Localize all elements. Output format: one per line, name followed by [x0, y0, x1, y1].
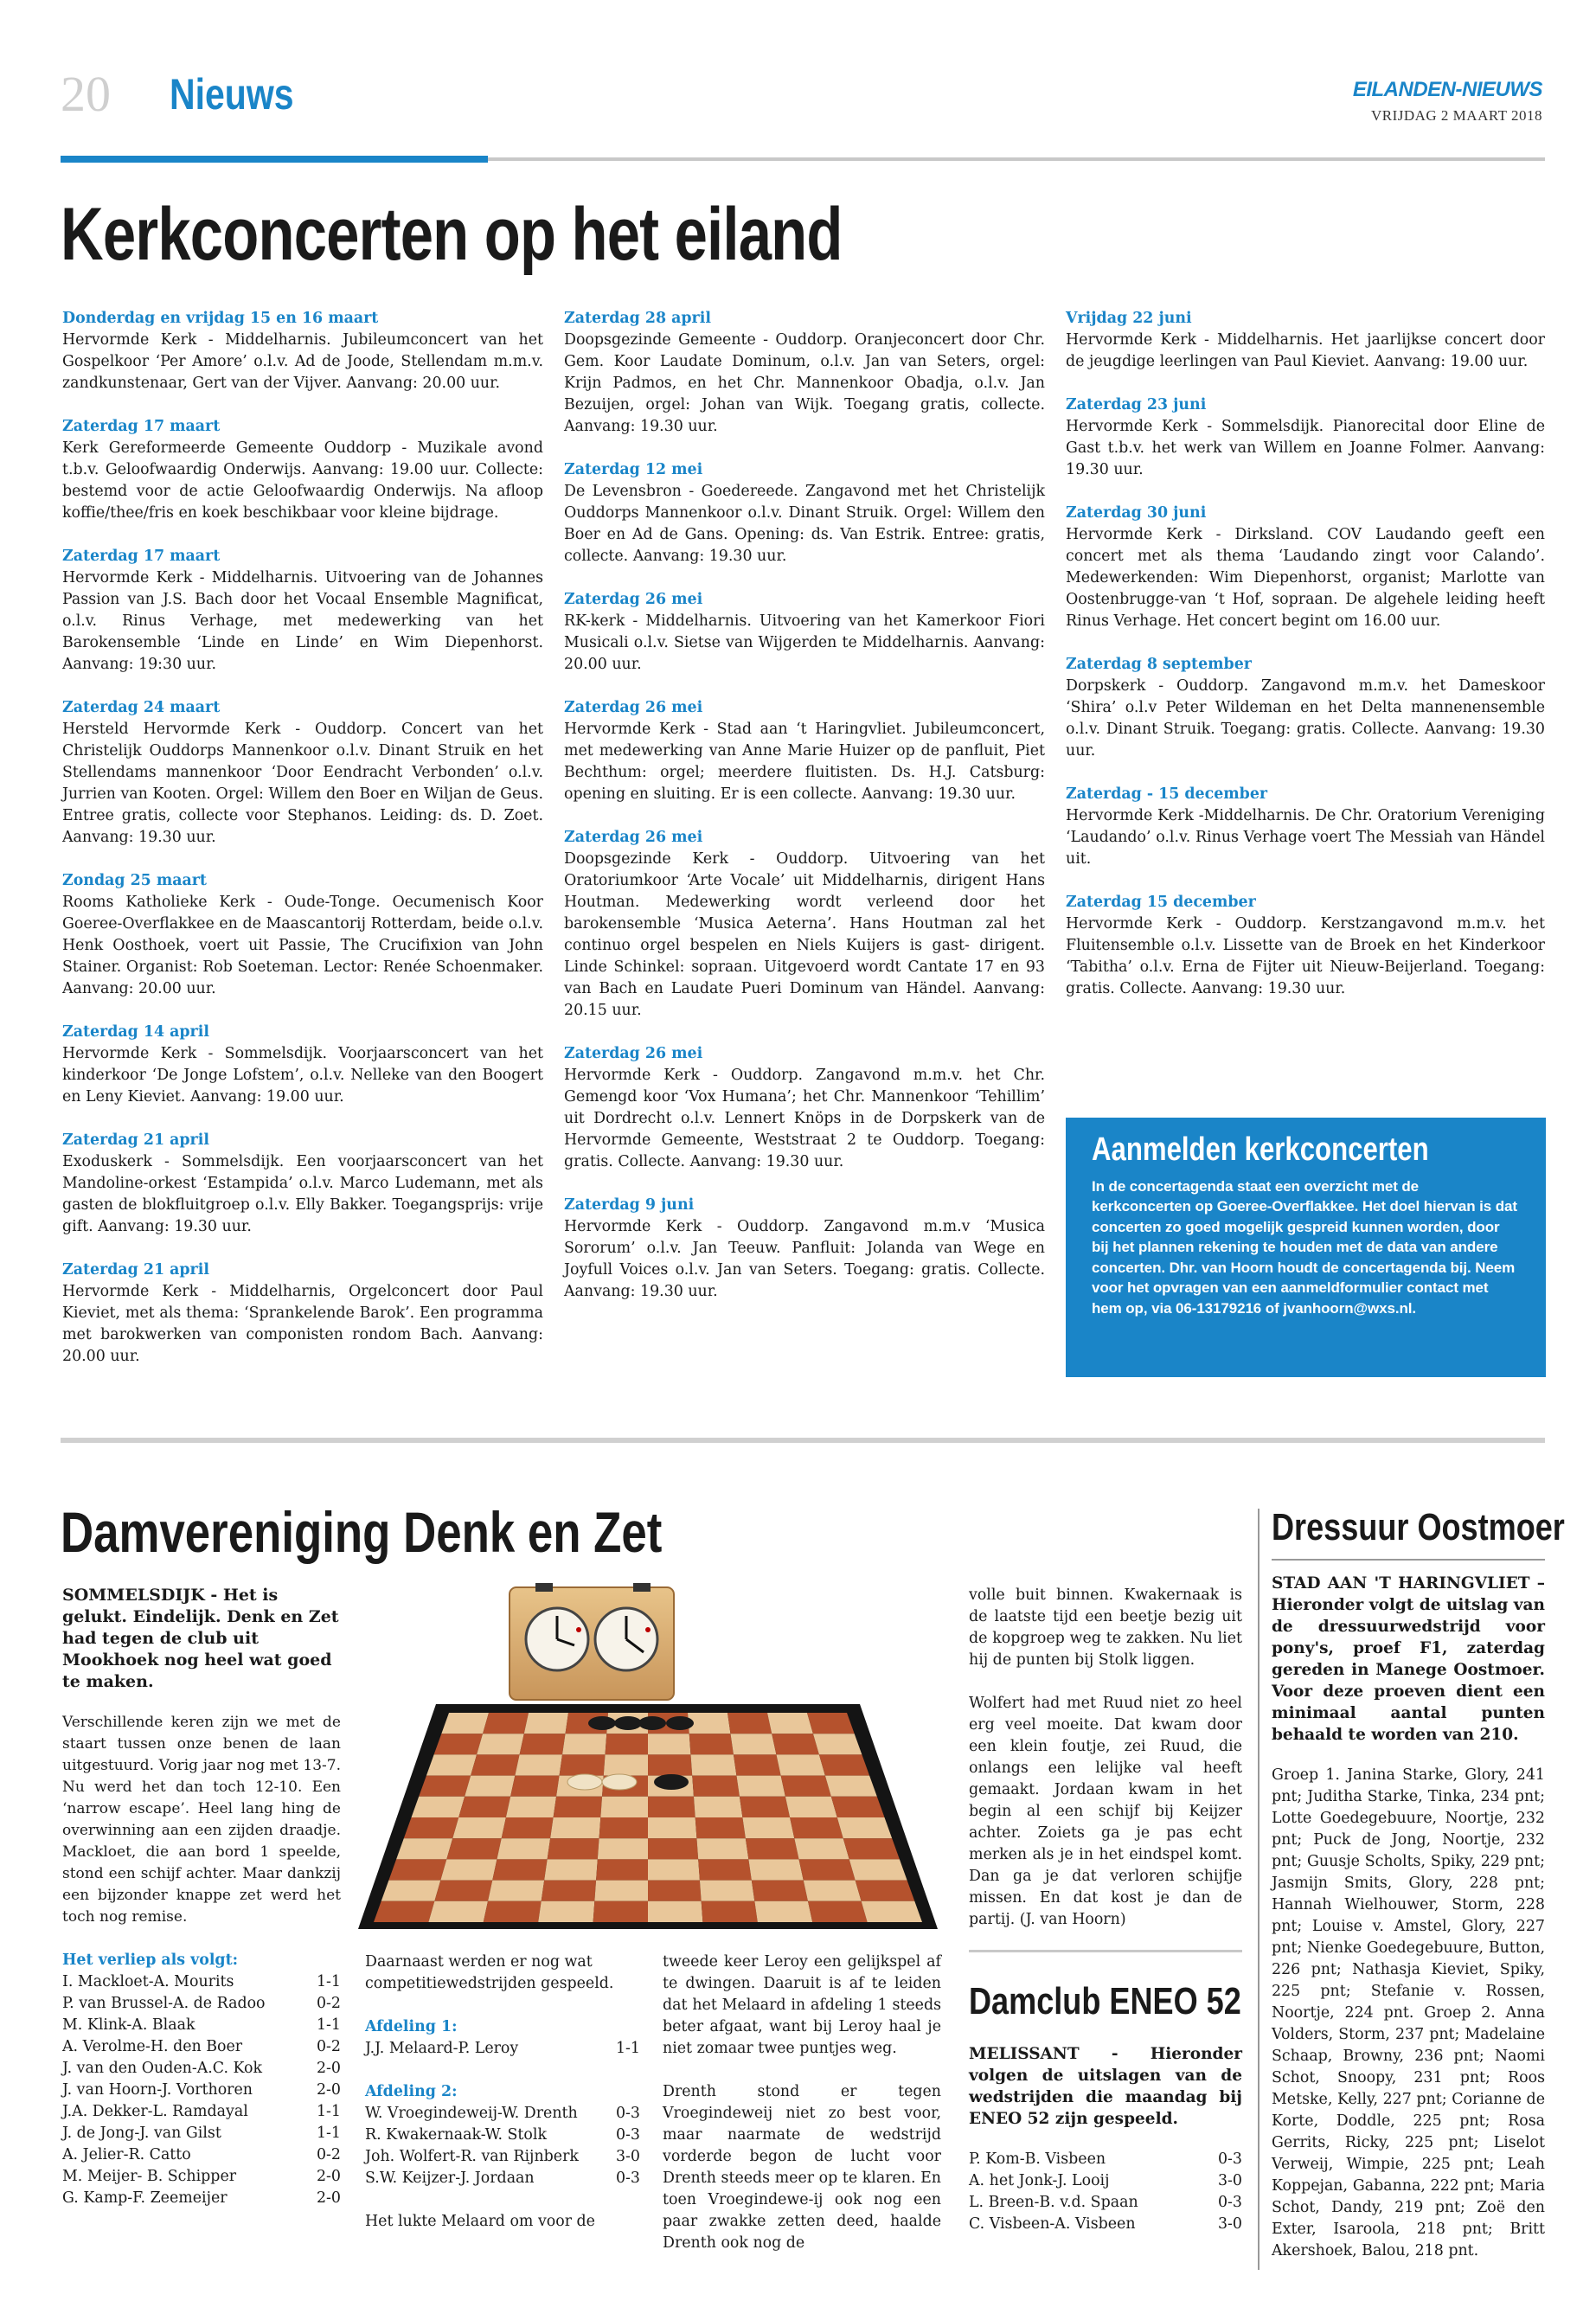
match-players: C. Visbeen-A. Visbeen	[969, 2215, 1136, 2233]
board-square	[727, 1713, 772, 1734]
board-square	[548, 1838, 599, 1859]
concert-entry	[1066, 654, 1545, 762]
board-square	[734, 1754, 781, 1775]
board-square	[692, 1776, 740, 1797]
match-score: 1-1	[316, 2103, 341, 2120]
board-square	[648, 1859, 700, 1880]
board-square	[804, 1881, 862, 1901]
board-square	[767, 1713, 813, 1734]
result-row	[62, 1971, 341, 1993]
board-square	[426, 1754, 477, 1775]
match-players: J. van Hoorn-J. Vorthoren	[62, 2081, 253, 2099]
board-square	[696, 1838, 748, 1859]
board-square	[554, 1797, 602, 1817]
board-square	[381, 1881, 441, 1901]
board-square	[428, 1901, 488, 1922]
concert-entry	[62, 697, 543, 849]
dam-paragraph-3a: tweede keer Leroy een gelijkspel af te dwingen. Daaruit is af te leiden dat het Melaard in afdeling 1 steeds beter afgaat, want bij Leroy haal je niet zomaar twee puntjes weg.	[663, 1953, 941, 2057]
concert-date: Zaterdag 21 april	[62, 1131, 209, 1149]
board-square	[492, 1859, 547, 1880]
concert-date: Zaterdag 17 maart	[62, 418, 221, 435]
board-square	[740, 1797, 790, 1817]
board-square	[538, 1901, 594, 1922]
concert-description: Hervormde Kerk - Ouddorp. Zangavond m.m.v. het Chr. Gemengd koor ‘Vox Humana’; het Chr. Mannenkoor ‘Tehillim’ uit Dordrecht o.l.v. Lennert Knöps in de Dorpskerk van de Hervormde Gemeente, Weststraat 2 te Ouddorp. Toegang: gratis. Collecte. Aanvang: 19.30 uur.	[564, 1067, 1045, 1170]
board-square	[799, 1859, 856, 1880]
concert-description: Kerk Gereformeerde Gemeente Ouddorp - Muzikale avond t.b.v. Geloofwaardig Onderwijs. Aanvang: 19.00 uur. Collecte: bestemd voor de actie Geloofwaardig Onderwijs. Na afloop koffie/thee/fris en koek beschikbaar voor kleine bijdrage.	[62, 439, 543, 522]
board-square	[544, 1859, 598, 1880]
concert-description: Hervormde Kerk - Dirksland. COV Laudando geeft een concert met als thema ‘Laudando zingt voor Calando’. Medewerkenden: Wim Diepenhorst, organist; Marlotte van Oostenbrugge-van ‘t Hof, sopraan. De algehele leiding heeft Rinus Verhage. Het concert begint om 16.00 uur.	[1066, 526, 1545, 630]
board-squares	[374, 1713, 922, 1922]
concert-date: Zaterdag 26 mei	[564, 591, 703, 608]
concert-description: Hervormde Kerk - Middelharnis, Orgelconcert door Paul Kieviet, met als thema: ‘Sprankelende Barok’. Een programma met barokwerken van componisten rondom Bach. Aanvang: 20.00 uur.	[62, 1283, 543, 1365]
concert-entry	[564, 1043, 1045, 1173]
match-players: A. Jelier-R. Catto	[62, 2146, 191, 2163]
concert-date: Vrijdag 22 juni	[1066, 310, 1192, 327]
board-square	[419, 1776, 471, 1797]
match-score: 1-1	[316, 1973, 341, 1990]
match-players: R. Kwakernaak-W. Stolk	[365, 2126, 547, 2144]
board-square	[748, 1859, 803, 1880]
board-square	[465, 1776, 515, 1797]
concert-entry	[564, 697, 1045, 805]
result-row	[62, 2080, 341, 2101]
concert-description: Hervormde Kerk -Middelharnis. De Chr. Oratorium Vereniging ‘Laudando’ o.l.v. Rinus Verhage voert The Messiah van Händel uit.	[1066, 807, 1545, 868]
concert-entry	[1066, 784, 1545, 870]
result-row	[365, 2168, 640, 2189]
dressuur-results: Groep 1. Janina Starke, Glory, 241 pnt; Juditha Starke, Tinka, 234 pnt; Lotte Goedegebuure, Noortje, 232 pnt; Puck de Jong, Noortje, 232 pnt; Guusje Scholts, Spiky, 229 pnt; Jasmijn Smits, Glory, 228 pnt; Hannah Wielhouwer, Storm, 228 pnt; Louise v. Amstel, Glory, 227 pnt; Nienke Goedegebuure, Button, 226 pnt; Nathasja Kieviet, Spiky, 225 pnt; Stefanie v. Rossen, Noortje, 224 pnt. Groep 2. Anna Volders, Storm, 237 pnt; Madelaine Schaap, Browny, 236 pnt; Naomi Schot, Snoopy, 231 pnt; Roos Metske, Kelly, 227 pnt; Corianne de Korte, Doddle, 225 pnt; Rosa Gerrits, Ricky, 225 pnt; Liselot Verweij, Wimpie, 225 pnt; Leah Koppejan, Gabanna, 222 pnt; Maria Schot, Dandy, 219 pnt; Zoë den Exter, Isaroola, 218 pnt; Britt Akershoek, Balou, 218 pnt.	[1272, 1766, 1545, 2259]
match-players: J. de Jong-J. van Gilst	[62, 2125, 221, 2142]
match-score: 3-0	[1217, 2172, 1242, 2189]
concert-column-3	[1066, 308, 1545, 1022]
result-row	[62, 2123, 341, 2144]
board-square	[648, 1754, 692, 1775]
concert-entry	[1066, 308, 1545, 373]
afdeling-1-heading: Afdeling 1:	[365, 2018, 458, 2035]
board-square	[790, 1817, 843, 1838]
board-square	[404, 1817, 458, 1838]
board-square	[388, 1859, 446, 1880]
board-square	[794, 1838, 849, 1859]
concert-date: Zondag 25 maart	[62, 872, 207, 889]
info-box	[1066, 1118, 1546, 1377]
board-square	[862, 1901, 922, 1922]
board-square	[396, 1838, 452, 1859]
board-square	[694, 1797, 742, 1817]
concert-date: Zaterdag 23 juni	[1066, 396, 1207, 413]
board-square	[471, 1754, 519, 1775]
match-score: 2-0	[316, 2060, 341, 2077]
concert-entry	[564, 459, 1045, 567]
concert-description: Hervormde Kerk - Ouddorp. Kerstzangavond m.m.v. het Fluitensemble o.l.v. Lissette van de Broek en het Kinderkoor ‘Tabitha’ o.l.v. Erna de Fijter uit Nieuw-Beijerland. Toegang: gratis. Collecte. Aanvang: 19.30 uur.	[1066, 915, 1545, 997]
match-players: P. Kom-B. Visbeen	[969, 2150, 1106, 2168]
concert-date: Zaterdag - 15 december	[1066, 785, 1268, 803]
concert-description: Rooms Katholieke Kerk - Oude-Tonge. Oecumenisch Koor Goeree-Overflakkee en de Maascantorij Rotterdam, beide o.l.v. Henk Oosthoek, voert uit Passie, The Crucifixion van John Stainer. Organist: Rob Soeteman. Lector: Renée Schoenmaker. Aanvang: 20.00 uur.	[62, 894, 543, 997]
concert-entry	[564, 308, 1045, 438]
concert-description: De Levensbron - Goedereede. Zangavond met het Christelijk Ouddorps Mannenkoor o.l.v. Dinant Struik. Orgel: Willem den Boer en Ad de Gans. Opening: ds. Van Estrik. Entree: gratis, collecte. Aanvang: 19.30 uur.	[564, 483, 1045, 565]
board-square	[849, 1859, 907, 1880]
match-players: M. Klink-A. Blaak	[62, 2016, 195, 2034]
match-players: I. Mackloet-A. Mourits	[62, 1973, 234, 1990]
concert-date: Zaterdag 26 mei	[564, 699, 703, 716]
board-square	[600, 1797, 648, 1817]
concert-description: Doopsgezinde Gemeente - Ouddorp. Oranjeconcert door Chr. Gem. Koor Laudate Dominum, o.l.v. Jan van Seters, orgel: Krijn Padmos, en het Chr. Mannenkoor Obadja, o.l.v. Jan Bezuijen, orgel: Johan van Wijk. Toegang gratis, collecte. Aanvang: 19.30 uur.	[564, 331, 1045, 435]
result-row	[365, 2038, 640, 2060]
concert-date: Zaterdag 12 mei	[564, 461, 703, 478]
board-square	[599, 1817, 648, 1838]
dam-column-2	[365, 1952, 640, 2233]
result-row	[62, 1993, 341, 2015]
match-score: 3-0	[1217, 2215, 1242, 2233]
results-heading: Het verliep als volgt:	[62, 1952, 239, 1969]
result-row	[62, 2058, 341, 2080]
result-row	[62, 2101, 341, 2123]
concert-entry	[62, 1022, 543, 1108]
match-score: 2-0	[316, 2168, 341, 2185]
board-square	[819, 1754, 869, 1775]
dam-column-4	[969, 1585, 1242, 1931]
concert-date: Zaterdag 17 maart	[62, 548, 221, 565]
match-score: 0-3	[1217, 2150, 1242, 2168]
board-square	[520, 1734, 566, 1754]
board-square	[700, 1881, 754, 1901]
board-square	[434, 1881, 492, 1901]
result-row	[365, 2125, 640, 2146]
board-square	[497, 1838, 550, 1859]
result-row	[969, 2192, 1242, 2214]
header-rule-grey	[488, 157, 1545, 161]
board-square	[746, 1838, 799, 1859]
board-square	[690, 1754, 736, 1775]
dressuur-lead: STAD AAN 'T HARINGVLIET – Hieronder volgt de uitslag van de dressuurwedstrijd voor pony's, proef F1, zaterdag gereden in Manege Oostmoer. Voor deze proeven dient een minimaal aantal punten behaald te worden van 210.	[1272, 1574, 1545, 1744]
board-square	[524, 1713, 568, 1734]
concert-column-1	[62, 308, 543, 1389]
board-square	[648, 1901, 702, 1922]
board-square	[477, 1734, 524, 1754]
match-score: 0-3	[615, 2126, 640, 2144]
result-row	[62, 2188, 341, 2209]
board-square	[776, 1754, 824, 1775]
concert-date: Zaterdag 21 april	[62, 1261, 209, 1279]
page-number: 20	[61, 66, 111, 122]
concert-entry	[62, 308, 543, 394]
concert-entry	[564, 1195, 1045, 1303]
eneo-article	[969, 2043, 1242, 2235]
concert-entry	[564, 589, 1045, 676]
board-square	[781, 1776, 831, 1797]
section-title: Nieuws	[170, 70, 294, 119]
board-square	[483, 1713, 529, 1734]
board-square	[742, 1817, 794, 1838]
board-square	[510, 1776, 559, 1797]
match-score: 1-1	[316, 2016, 341, 2034]
board-square	[688, 1713, 730, 1734]
concert-entry	[62, 1259, 543, 1368]
board-square	[562, 1734, 606, 1754]
board-square	[702, 1901, 758, 1922]
board-square	[374, 1901, 434, 1922]
board-square	[648, 1838, 698, 1859]
dam-column-1	[62, 1585, 341, 2209]
concert-date: Zaterdag 26 mei	[564, 1045, 703, 1062]
board-square	[604, 1754, 648, 1775]
board-square	[515, 1754, 562, 1775]
match-players: W. Vroegindeweij-W. Drenth	[365, 2105, 578, 2122]
concert-date: Zaterdag 26 mei	[564, 829, 703, 846]
board-square	[754, 1901, 812, 1922]
board-square	[752, 1881, 808, 1901]
concert-entry	[62, 546, 543, 676]
match-players: J.J. Melaard-P. Leroy	[365, 2040, 519, 2057]
concert-entry	[62, 1130, 543, 1238]
match-players: J. van den Ouden-A.C. Kok	[62, 2060, 263, 2077]
board-square	[412, 1797, 465, 1817]
concert-date: Zaterdag 30 juni	[1066, 504, 1207, 522]
board-square	[542, 1881, 596, 1901]
info-box-title: Aanmelden kerkconcerten	[1092, 1131, 1429, 1168]
info-box-text: In de concertagenda staat een overzicht met de kerkconcerten op Goeree-Overflakkee. Het doel hiervan is dat concerten zo goed mogelijk gespreid kunnen worden, door bij het plannen rekening te houden met de data van andere concerten. Dhr. van Hoorn houdt de concertagenda bij. Neem voor het opvragen van een aanmeldformulier contact met hem op, via 06-13179216 of jvanhoorn@wxs.nl.	[1092, 1177, 1517, 1317]
concert-description: Hervormde Kerk - Middelharnis. Uitvoering van de Johannes Passion van J.S. Bach door het Vocaal Ensemble Magnificat, o.l.v. Rinus Verhage, met medewerking van het Barokensemble ‘Linde en Linde’ en Wim Diepenhorst. Aanvang: 19:30 uur.	[62, 569, 543, 673]
dam-column-3	[663, 1952, 941, 2254]
concert-entry	[62, 870, 543, 1000]
match-score: 3-0	[615, 2148, 640, 2165]
dam-paragraph: Verschillende keren zijn we met de staart tussen onze benen de laan uitgestuurd. Vorig jaar nog met 13-7. Nu werd het dan toch 12-10. Een ‘narrow escape’. Heel lang hing de overwinning aan een zijden draadje. Mackloet, die aan bord 1 speelde, stond een schijf achter. Maar dankzij een bijzonder knappe zet werd het toch nog remise.	[62, 1714, 341, 1926]
match-players: S.W. Keijzer-J. Jordaan	[365, 2170, 535, 2187]
result-row	[62, 2015, 341, 2036]
results-table	[62, 1971, 341, 2209]
match-score: 0-3	[615, 2105, 640, 2122]
board-square	[843, 1838, 900, 1859]
board-square	[458, 1797, 510, 1817]
result-row	[969, 2214, 1242, 2235]
article-headline: Kerkconcerten op het eiland	[61, 193, 843, 276]
board-square	[825, 1776, 877, 1797]
dam-lead: SOMMELSDIJK - Het is gelukt. Eindelijk. Denk en Zet had tegen de club uit Mookhoek nog heel wat goed te maken.	[62, 1586, 339, 1691]
board-square	[808, 1901, 868, 1922]
eneo-headline: Damclub ENEO 52	[969, 1980, 1241, 2022]
board-square	[594, 1881, 648, 1901]
dressuur-rule	[1272, 1559, 1545, 1561]
board-square	[730, 1734, 776, 1754]
concert-entry	[1066, 892, 1545, 1000]
concert-description: Hervormde Kerk - Sommelsdijk. Pianorecital door Eline de Gast t.b.v. het werk van Willem en Joanne Folmer. Aanvang: 19.30 uur.	[1066, 418, 1545, 478]
match-score: 0-3	[1217, 2194, 1242, 2211]
board-square	[856, 1881, 915, 1901]
eneo-results-table	[969, 2149, 1242, 2235]
concert-description: RK-kerk - Middelharnis. Uitvoering van het Kamerkoor Fiori Musicali o.l.v. Sietse van Wijgerden te Middelharnis. Aanvang: 20.00 uur.	[564, 612, 1045, 673]
match-score: 2-0	[316, 2189, 341, 2207]
match-players: P. van Brussel-A. de Radoo	[62, 1995, 266, 2012]
concert-date: Zaterdag 8 september	[1066, 656, 1252, 673]
match-players: A. het Jonk-J. Looij	[969, 2172, 1110, 2189]
concert-date: Donderdag en vrijdag 15 en 16 maart	[62, 310, 379, 327]
result-row	[62, 2144, 341, 2166]
match-score: 1-1	[615, 2040, 640, 2057]
board-square	[452, 1817, 506, 1838]
concert-entry	[62, 416, 543, 524]
dam-paragraph-4a: volle buit binnen. Kwakernaak is de laatste tijd een beetje bezig uit de kopgroep weg te zakken. Nu liet hij de punten bij Stolk liggen.	[969, 1586, 1242, 1669]
concert-column-2	[564, 308, 1045, 1324]
board-square	[807, 1713, 855, 1734]
board-square	[736, 1776, 785, 1797]
draughts-board-photo	[358, 1583, 938, 1929]
match-score: 0-2	[316, 2146, 341, 2163]
column-rule	[1258, 1509, 1259, 2270]
result-row	[365, 2146, 640, 2168]
concert-description: Hervormde Kerk - Middelharnis. Jubileumconcert van het Gospelkoor ‘Per Amore’ o.l.v. Ad de Joode, Stellendam m.m.v. zandkunstenaar, Gert van der Vijver. Aanvang: 20.00 uur.	[62, 331, 543, 392]
dam-headline: Damvereniging Denk en Zet	[61, 1500, 663, 1564]
concert-entry	[1066, 394, 1545, 481]
concert-description: Dorpskerk - Ouddorp. Zangavond m.m.v. het Dameskoor ‘Shira’ o.l.v Peter Wildeman en het Delta mannenensemble o.l.v. Dinant Struik. Toegang: gratis. Collecte. Aanvang: 19.30 uur.	[1066, 677, 1545, 760]
match-players: Joh. Wolfert-R. van Rijnberk	[365, 2148, 579, 2165]
concert-description: Hervormde Kerk - Sommelsdijk. Voorjaarsconcert van het kinderkoor ‘De Jonge Lofstem’, o.l.v. Nelleke van den Boogert en Leny Kieviet. Aanvang: 19.00 uur.	[62, 1045, 543, 1106]
eneo-lead: MELISSANT - Hieronder volgen de uitslagen van de wedstrijden die maandag bij ENEO 52 zijn gespeeld.	[969, 2045, 1242, 2128]
result-row	[62, 2036, 341, 2058]
chess-clock	[510, 1583, 674, 1700]
concert-date: Zaterdag 24 maart	[62, 699, 221, 716]
dam-paragraph-4b: Wolfert had met Ruud niet zo heel erg veel moeite. Dat kwam door een klein foutje, zei Ruud, die onlangs een lelijke val heeft gemaakt. Jordaan kwam in het begin al een schijf bij Keijzer achter. Zoiets ga je pas echt merken als je in het eindspel komt. Dan ga je dat verloren schijfje missen. En dat kost je dan de partij. (J. van Hoorn)	[969, 1695, 1242, 1928]
board-square	[648, 1734, 690, 1754]
board-square	[648, 1797, 695, 1817]
board-square	[560, 1754, 606, 1775]
match-players: L. Breen-B. v.d. Spaan	[969, 2194, 1138, 2211]
match-score: 0-2	[316, 2038, 341, 2055]
concert-entry	[1066, 503, 1545, 632]
match-players: A. Verolme-H. den Boer	[62, 2038, 243, 2055]
board-square	[598, 1838, 648, 1859]
result-row	[365, 2103, 640, 2125]
board-square	[488, 1881, 544, 1901]
concert-description: Hervormde Kerk - Stad aan ‘t Haringvliet. Jubileumconcert, met medewerking van Anne Marie Huizer op de panfluit, Piet Bechthum: orgel; meerdere fluitisten. Ds. H.J. Catsburg: opening en sluiting. Er is een collecte. Aanvang: 19.30 uur.	[564, 721, 1045, 803]
board-square	[446, 1838, 501, 1859]
concert-date: Zaterdag 28 april	[564, 310, 711, 327]
board-square	[785, 1797, 837, 1817]
board-square	[698, 1859, 752, 1880]
match-players: J.A. Dekker-L. Ramdayal	[62, 2103, 248, 2120]
section-divider	[61, 1438, 1545, 1443]
masthead-logo: EILANDEN-NIEUWS	[1352, 78, 1542, 101]
board-square	[689, 1734, 734, 1754]
dressuur-headline: Dressuur Oostmoer	[1272, 1506, 1565, 1548]
match-score: 0-2	[316, 1995, 341, 2012]
board-square	[440, 1859, 497, 1880]
board-square	[502, 1817, 554, 1838]
board-square	[648, 1817, 696, 1838]
dam-competition-intro: Daarnaast werden er nog wat competitiewedstrijden gespeeld.	[365, 1953, 614, 1992]
board-square	[648, 1881, 702, 1901]
board-square	[593, 1901, 648, 1922]
eneo-divider	[969, 1950, 1242, 1952]
dressuur-article	[1272, 1573, 1545, 2262]
issue-date: VRIJDAG 2 MAART 2018	[1370, 107, 1542, 124]
concert-date: Zaterdag 9 juni	[564, 1196, 695, 1214]
concert-description: Hervormde Kerk - Middelharnis. Het jaarlijkse concert door de jeugdige leerlingen van Paul Kieviet. Aanvang: 19.00 uur.	[1066, 331, 1545, 370]
afdeling-2-table	[365, 2103, 640, 2189]
match-score: 0-3	[615, 2170, 640, 2187]
dam-paragraph-end: Het lukte Melaard om voor de	[365, 2213, 595, 2230]
board-square	[837, 1817, 892, 1838]
match-score: 1-1	[316, 2125, 341, 2142]
board-square	[695, 1817, 746, 1838]
board-square	[606, 1734, 648, 1754]
header-rule-blue	[61, 156, 488, 163]
board-square	[596, 1859, 648, 1880]
concert-description: Hervormde Kerk - Ouddorp. Zangavond m.m.v ‘Musica Sororum’ o.l.v. Jan Teeuw. Panfluit: Jolanda van Wege en Joyfull Voices o.l.v. Jan van Seters. Toegang: gratis. Collecte. Aanvang: 19.30 uur.	[564, 1218, 1045, 1300]
board-square	[506, 1797, 556, 1817]
match-players: G. Kamp-F. Zeemeijer	[62, 2189, 228, 2207]
concert-date: Zaterdag 14 april	[62, 1023, 209, 1041]
concert-description: Hersteld Hervormde Kerk - Ouddorp. Concert van het Christelijk Ouddorps Mannenkoor o.l.v. Dinant Struik en het Stellendams mannenkoor ‘Door Eendracht Verbonden’ o.l.v. Jurrien van Kooten. Orgel: Willem den Boer en Wiljan de Geus. Entree gratis, collecte voor Stephanos. Leiding: ds. D. Zoet. Aanvang: 19.30 uur.	[62, 721, 543, 846]
result-row	[969, 2149, 1242, 2170]
board-square	[550, 1817, 600, 1838]
concert-date: Zaterdag 15 december	[1066, 894, 1256, 911]
afdeling-2-heading: Afdeling 2:	[365, 2083, 458, 2100]
board-square	[813, 1734, 862, 1754]
board-square	[772, 1734, 819, 1754]
match-score: 2-0	[316, 2081, 341, 2099]
board-square	[434, 1734, 483, 1754]
dam-paragraph-3b: Drenth stond er tegen Vroegindeweij niet zo best voor, maar naarmate de wedstrijd vorderde begon de lucht voor Drenth steeds meer op te klaren. En toen Vroegindewe-ij ook nog een paar zwakke zetten deed, haalde Drenth ook nog de	[663, 2083, 941, 2252]
concert-entry	[564, 827, 1045, 1022]
board-square	[441, 1713, 489, 1734]
match-players: M. Meijer- B. Schipper	[62, 2168, 237, 2185]
result-row	[62, 2166, 341, 2188]
board-square	[831, 1797, 885, 1817]
concert-description: Doopsgezinde Kerk - Ouddorp. Uitvoering van het Oratoriumkoor ‘Arte Vocale’ uit Middelharnis, dirigent Hans Houtman. Medewerking wordt verleend door het barokensemble ‘Musica Aeterna’. Hans Houtman zal het continuo orgel bespelen en Niels Kuijers is gast- dirigent. Linde Schinkel: sopraan. Uitgevoerd wordt Cantate 17 en 93 van Bach en Laudate Pueri Dominum van Händel. Aanvang: 20.15 uur.	[564, 850, 1045, 1019]
afdeling-1-table	[365, 2038, 640, 2060]
board-square	[484, 1901, 542, 1922]
result-row	[969, 2170, 1242, 2192]
concert-description: Exoduskerk - Sommelsdijk. Een voorjaarsconcert van het Mandoline-orkest ‘Estampida’ o.l.v. Marco Ludemann, met als gasten de blokfluitgroep o.l.v. Elly Bakker. Toegangsprijs: vrije gift. Aanvang: 19.30 uur.	[62, 1153, 543, 1235]
